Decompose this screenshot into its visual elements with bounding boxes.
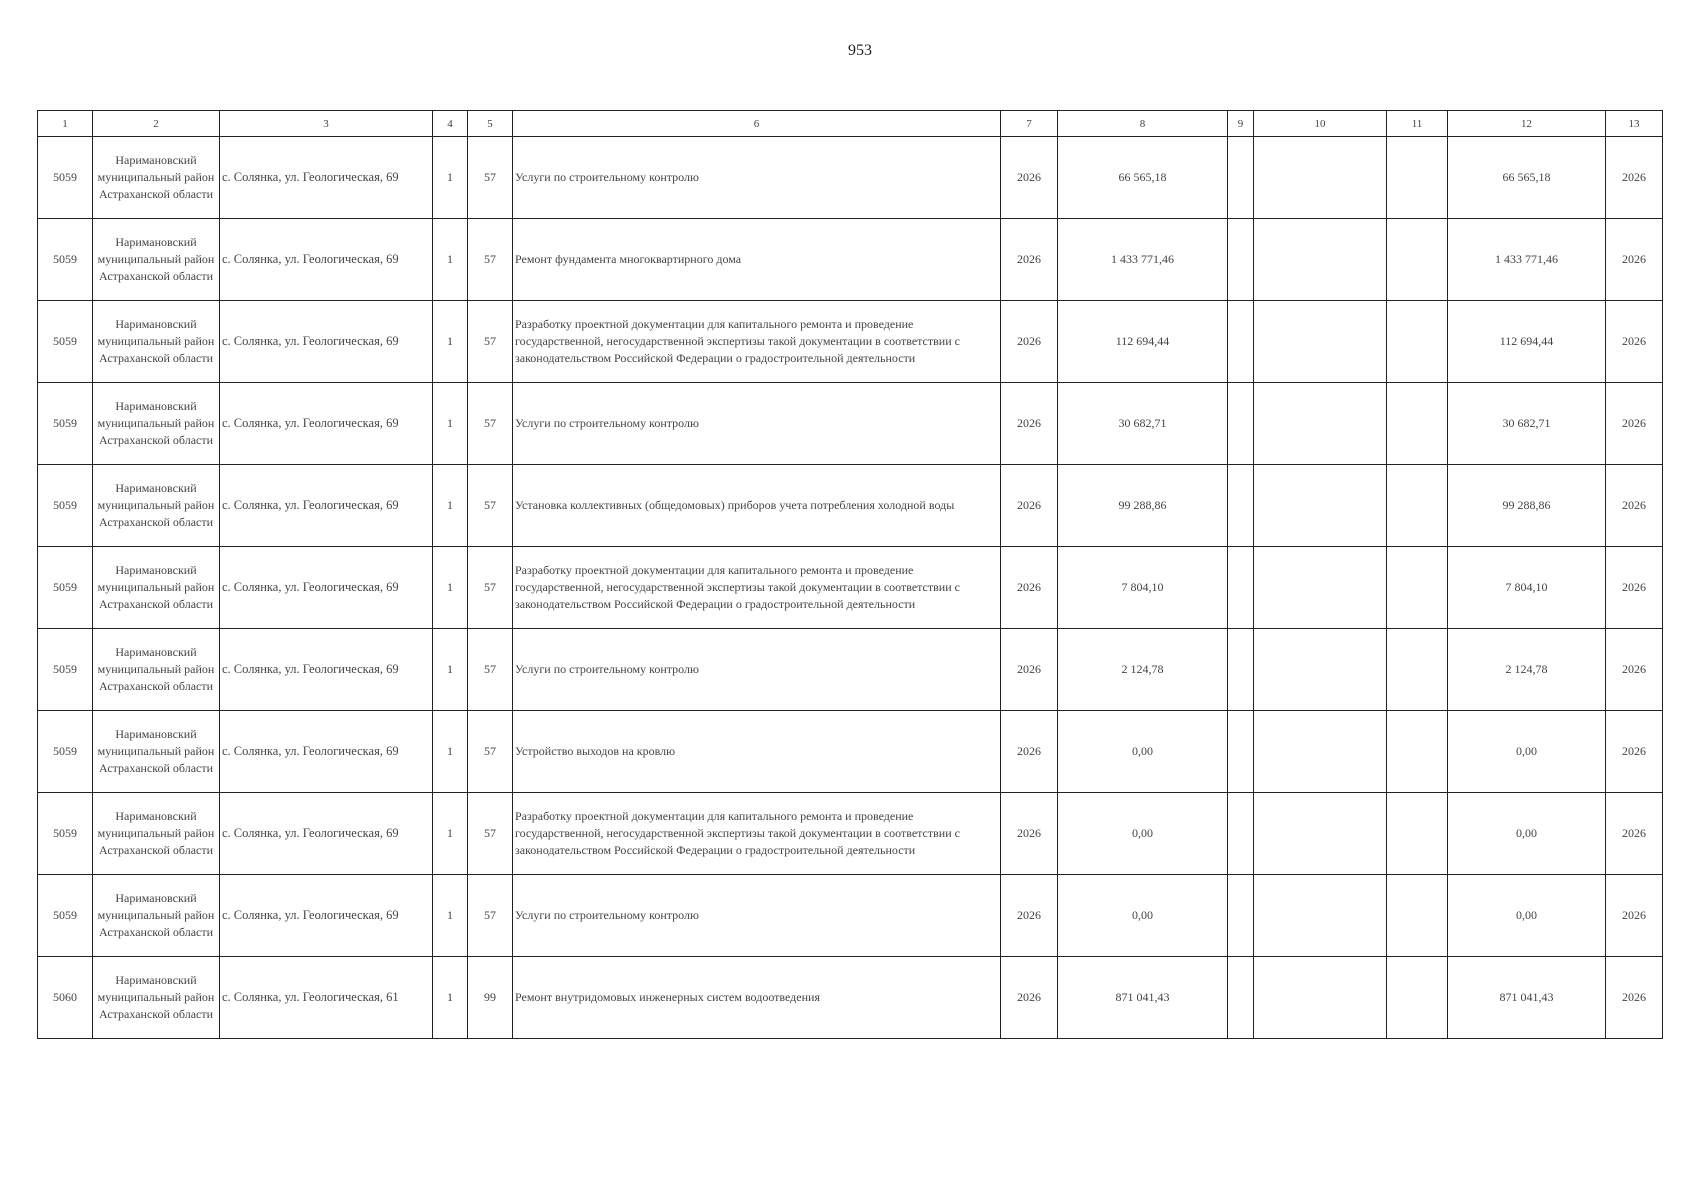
address-cell: с. Солянка, ул. Геологическая, 69: [220, 219, 433, 301]
year-cell: 2026: [1001, 629, 1058, 711]
column-5-cell: 57: [468, 219, 513, 301]
municipality-cell: Наримановский муниципальный район Астраханской области: [93, 219, 220, 301]
column-9-cell: [1228, 793, 1254, 875]
column-4-cell: 1: [433, 875, 468, 957]
completion-year-cell: 2026: [1606, 629, 1663, 711]
funding-amount-cell: 66 565,18: [1448, 137, 1606, 219]
year-cell: 2026: [1001, 547, 1058, 629]
year-cell: 2026: [1001, 383, 1058, 465]
repair-register-table: [37, 110, 1663, 1039]
work-type-cell: Ремонт фундамента многоквартирного дома: [513, 219, 1001, 301]
cost-cell: 99 288,86: [1058, 465, 1228, 547]
column-11-cell: [1387, 629, 1448, 711]
object-number-cell: 5059: [38, 137, 93, 219]
table-row: [38, 711, 1663, 793]
object-number-cell: 5060: [38, 957, 93, 1039]
column-9-cell: [1228, 711, 1254, 793]
column-header: 10: [1254, 111, 1387, 137]
cost-cell: 112 694,44: [1058, 301, 1228, 383]
municipality-cell: Наримановский муниципальный район Астраханской области: [93, 793, 220, 875]
column-9-cell: [1228, 629, 1254, 711]
column-header: 4: [433, 111, 468, 137]
column-11-cell: [1387, 219, 1448, 301]
year-cell: 2026: [1001, 219, 1058, 301]
municipality-cell: Наримановский муниципальный район Астраханской области: [93, 301, 220, 383]
work-type-cell: Устройство выходов на кровлю: [513, 711, 1001, 793]
column-4-cell: 1: [433, 301, 468, 383]
column-11-cell: [1387, 793, 1448, 875]
column-4-cell: 1: [433, 629, 468, 711]
funding-amount-cell: 112 694,44: [1448, 301, 1606, 383]
funding-amount-cell: 871 041,43: [1448, 957, 1606, 1039]
cost-cell: 7 804,10: [1058, 547, 1228, 629]
column-header: 7: [1001, 111, 1058, 137]
year-cell: 2026: [1001, 465, 1058, 547]
column-10-cell: [1254, 465, 1387, 547]
funding-amount-cell: 0,00: [1448, 875, 1606, 957]
municipality-cell: Наримановский муниципальный район Астраханской области: [93, 711, 220, 793]
object-number-cell: 5059: [38, 383, 93, 465]
column-11-cell: [1387, 301, 1448, 383]
column-10-cell: [1254, 219, 1387, 301]
object-number-cell: 5059: [38, 547, 93, 629]
work-type-cell: Разработку проектной документации для капитального ремонта и проведение государственной, негосударственной экспертизы такой документации в соответствии с законодательством Российской Федерации о градостроительной деятельности: [513, 793, 1001, 875]
table-row: [38, 137, 1663, 219]
address-cell: с. Солянка, ул. Геологическая, 69: [220, 629, 433, 711]
column-10-cell: [1254, 547, 1387, 629]
municipality-cell: Наримановский муниципальный район Астраханской области: [93, 875, 220, 957]
funding-amount-cell: 0,00: [1448, 793, 1606, 875]
column-11-cell: [1387, 383, 1448, 465]
address-cell: с. Солянка, ул. Геологическая, 61: [220, 957, 433, 1039]
address-cell: с. Солянка, ул. Геологическая, 69: [220, 465, 433, 547]
column-header: 6: [513, 111, 1001, 137]
address-cell: с. Солянка, ул. Геологическая, 69: [220, 137, 433, 219]
column-header: 13: [1606, 111, 1663, 137]
column-number-row: [38, 111, 1663, 137]
funding-amount-cell: 0,00: [1448, 711, 1606, 793]
municipality-cell: Наримановский муниципальный район Астраханской области: [93, 383, 220, 465]
column-4-cell: 1: [433, 219, 468, 301]
completion-year-cell: 2026: [1606, 219, 1663, 301]
column-4-cell: 1: [433, 547, 468, 629]
column-header: 12: [1448, 111, 1606, 137]
work-type-cell: Услуги по строительному контролю: [513, 875, 1001, 957]
column-11-cell: [1387, 875, 1448, 957]
column-11-cell: [1387, 711, 1448, 793]
column-9-cell: [1228, 301, 1254, 383]
completion-year-cell: 2026: [1606, 137, 1663, 219]
work-type-cell: Разработку проектной документации для капитального ремонта и проведение государственной, негосударственной экспертизы такой документации в соответствии с законодательством Российской Федерации о градостроительной деятельности: [513, 547, 1001, 629]
cost-cell: 0,00: [1058, 711, 1228, 793]
year-cell: 2026: [1001, 137, 1058, 219]
column-5-cell: 57: [468, 301, 513, 383]
address-cell: с. Солянка, ул. Геологическая, 69: [220, 547, 433, 629]
object-number-cell: 5059: [38, 219, 93, 301]
column-11-cell: [1387, 465, 1448, 547]
municipality-cell: Наримановский муниципальный район Астраханской области: [93, 465, 220, 547]
table-row: [38, 793, 1663, 875]
municipality-cell: Наримановский муниципальный район Астраханской области: [93, 547, 220, 629]
column-4-cell: 1: [433, 383, 468, 465]
work-type-cell: Услуги по строительному контролю: [513, 137, 1001, 219]
column-5-cell: 99: [468, 957, 513, 1039]
column-5-cell: 57: [468, 547, 513, 629]
cost-cell: 2 124,78: [1058, 629, 1228, 711]
completion-year-cell: 2026: [1606, 793, 1663, 875]
object-number-cell: 5059: [38, 629, 93, 711]
year-cell: 2026: [1001, 301, 1058, 383]
column-10-cell: [1254, 875, 1387, 957]
object-number-cell: 5059: [38, 711, 93, 793]
cost-cell: 0,00: [1058, 793, 1228, 875]
cost-cell: 0,00: [1058, 875, 1228, 957]
column-4-cell: 1: [433, 957, 468, 1039]
column-10-cell: [1254, 383, 1387, 465]
funding-amount-cell: 2 124,78: [1448, 629, 1606, 711]
cost-cell: 1 433 771,46: [1058, 219, 1228, 301]
column-9-cell: [1228, 383, 1254, 465]
cost-cell: 30 682,71: [1058, 383, 1228, 465]
column-10-cell: [1254, 629, 1387, 711]
table-row: [38, 301, 1663, 383]
funding-amount-cell: 99 288,86: [1448, 465, 1606, 547]
column-10-cell: [1254, 957, 1387, 1039]
column-5-cell: 57: [468, 465, 513, 547]
page-number: 953: [848, 42, 872, 59]
object-number-cell: 5059: [38, 301, 93, 383]
column-header: 9: [1228, 111, 1254, 137]
work-type-cell: Услуги по строительному контролю: [513, 383, 1001, 465]
year-cell: 2026: [1001, 957, 1058, 1039]
address-cell: с. Солянка, ул. Геологическая, 69: [220, 301, 433, 383]
column-10-cell: [1254, 793, 1387, 875]
work-type-cell: Ремонт внутридомовых инженерных систем водоотведения: [513, 957, 1001, 1039]
completion-year-cell: 2026: [1606, 957, 1663, 1039]
column-11-cell: [1387, 137, 1448, 219]
column-header: 1: [38, 111, 93, 137]
funding-amount-cell: 7 804,10: [1448, 547, 1606, 629]
column-5-cell: 57: [468, 875, 513, 957]
table-row: [38, 383, 1663, 465]
column-5-cell: 57: [468, 383, 513, 465]
work-type-cell: Разработку проектной документации для капитального ремонта и проведение государственной, негосударственной экспертизы такой документации в соответствии с законодательством Российской Федерации о градостроительной деятельности: [513, 301, 1001, 383]
cost-cell: 871 041,43: [1058, 957, 1228, 1039]
column-10-cell: [1254, 137, 1387, 219]
column-9-cell: [1228, 137, 1254, 219]
municipality-cell: Наримановский муниципальный район Астраханской области: [93, 629, 220, 711]
column-5-cell: 57: [468, 793, 513, 875]
column-11-cell: [1387, 957, 1448, 1039]
municipality-cell: Наримановский муниципальный район Астраханской области: [93, 957, 220, 1039]
column-header: 2: [93, 111, 220, 137]
completion-year-cell: 2026: [1606, 875, 1663, 957]
completion-year-cell: 2026: [1606, 465, 1663, 547]
object-number-cell: 5059: [38, 793, 93, 875]
column-5-cell: 57: [468, 711, 513, 793]
column-header: 8: [1058, 111, 1228, 137]
column-11-cell: [1387, 547, 1448, 629]
object-number-cell: 5059: [38, 465, 93, 547]
address-cell: с. Солянка, ул. Геологическая, 69: [220, 875, 433, 957]
table-row: [38, 547, 1663, 629]
column-9-cell: [1228, 219, 1254, 301]
column-header: 11: [1387, 111, 1448, 137]
address-cell: с. Солянка, ул. Геологическая, 69: [220, 711, 433, 793]
address-cell: с. Солянка, ул. Геологическая, 69: [220, 383, 433, 465]
address-cell: с. Солянка, ул. Геологическая, 69: [220, 793, 433, 875]
column-header: 3: [220, 111, 433, 137]
table-row: [38, 629, 1663, 711]
column-10-cell: [1254, 301, 1387, 383]
column-4-cell: 1: [433, 465, 468, 547]
column-header: 5: [468, 111, 513, 137]
column-9-cell: [1228, 465, 1254, 547]
municipality-cell: Наримановский муниципальный район Астраханской области: [93, 137, 220, 219]
column-9-cell: [1228, 957, 1254, 1039]
column-5-cell: 57: [468, 629, 513, 711]
funding-amount-cell: 1 433 771,46: [1448, 219, 1606, 301]
column-4-cell: 1: [433, 711, 468, 793]
year-cell: 2026: [1001, 875, 1058, 957]
table-row: [38, 957, 1663, 1039]
column-9-cell: [1228, 875, 1254, 957]
table-row: [38, 875, 1663, 957]
table-row: [38, 219, 1663, 301]
work-type-cell: Установка коллективных (общедомовых) приборов учета потребления холодной воды: [513, 465, 1001, 547]
column-9-cell: [1228, 547, 1254, 629]
completion-year-cell: 2026: [1606, 547, 1663, 629]
column-5-cell: 57: [468, 137, 513, 219]
completion-year-cell: 2026: [1606, 711, 1663, 793]
completion-year-cell: 2026: [1606, 383, 1663, 465]
table-row: [38, 465, 1663, 547]
column-4-cell: 1: [433, 137, 468, 219]
year-cell: 2026: [1001, 711, 1058, 793]
work-type-cell: Услуги по строительному контролю: [513, 629, 1001, 711]
cost-cell: 66 565,18: [1058, 137, 1228, 219]
object-number-cell: 5059: [38, 875, 93, 957]
funding-amount-cell: 30 682,71: [1448, 383, 1606, 465]
column-4-cell: 1: [433, 793, 468, 875]
year-cell: 2026: [1001, 793, 1058, 875]
column-10-cell: [1254, 711, 1387, 793]
completion-year-cell: 2026: [1606, 301, 1663, 383]
